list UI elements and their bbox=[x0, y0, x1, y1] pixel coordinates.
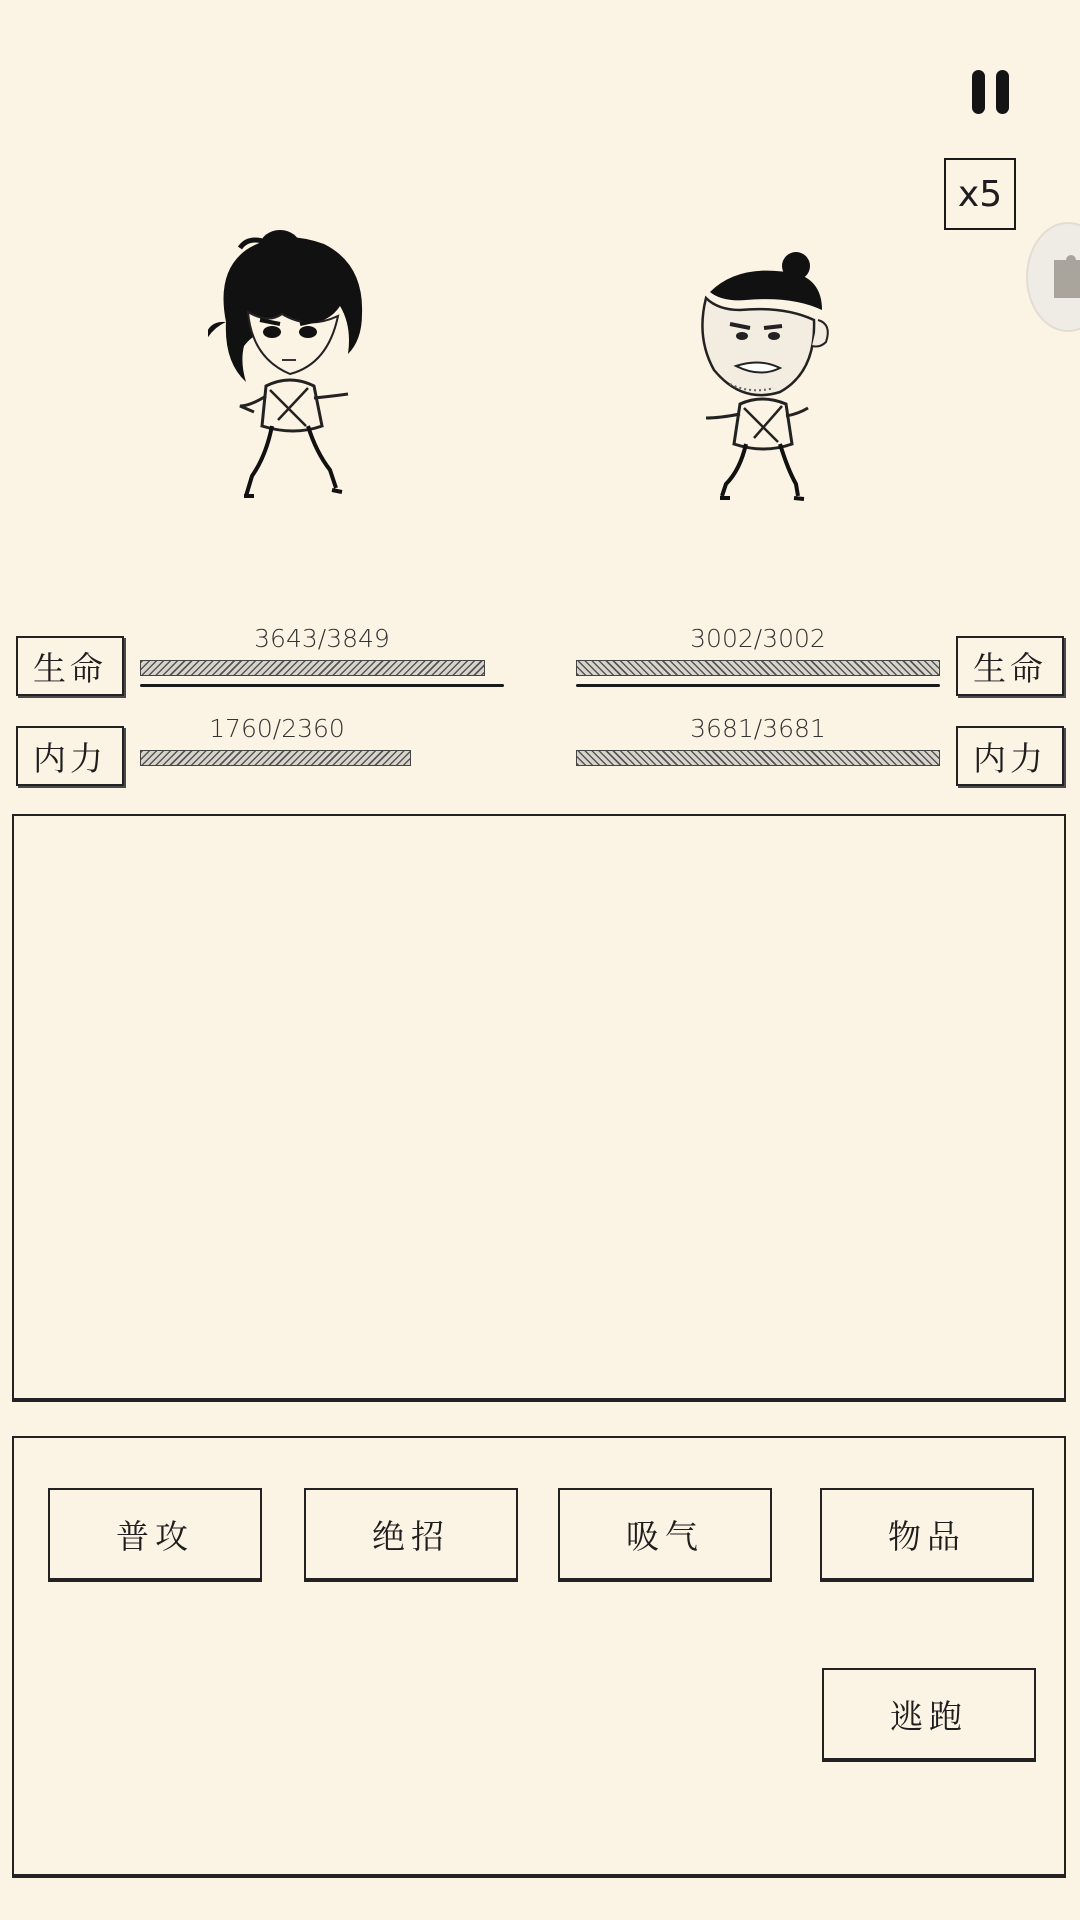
player-hp-value: 3643/3849 bbox=[254, 624, 390, 653]
enemy-character bbox=[690, 250, 850, 502]
enemy-mp-value: 3681/3681 bbox=[690, 714, 826, 743]
player-mp-fill bbox=[140, 750, 411, 766]
ultimate-button[interactable]: 绝招 bbox=[304, 1488, 518, 1582]
enemy-hp-fill bbox=[576, 660, 940, 676]
puzzle-icon bbox=[1050, 252, 1080, 302]
enemy-hp-bar bbox=[576, 660, 940, 676]
battle-log-panel bbox=[12, 814, 1066, 1402]
enemy-mp-label: 内力 bbox=[956, 726, 1064, 786]
player-hp-fill bbox=[140, 660, 485, 676]
player-hp-label: 生命 bbox=[16, 636, 124, 696]
player-mp-label: 内力 bbox=[16, 726, 124, 786]
enemy-hp-value: 3002/3002 bbox=[690, 624, 826, 653]
pause-icon bbox=[972, 70, 985, 114]
attack-button[interactable]: 普攻 bbox=[48, 1488, 262, 1582]
pause-button[interactable] bbox=[968, 70, 1014, 114]
side-tab-button[interactable] bbox=[1026, 222, 1080, 332]
enemy-mp-bar bbox=[576, 750, 940, 766]
enemy-hp-label: 生命 bbox=[956, 636, 1064, 696]
breathe-button[interactable]: 吸气 bbox=[558, 1488, 772, 1582]
player-mp-value: 1760/2360 bbox=[209, 714, 345, 743]
items-button[interactable]: 物品 bbox=[820, 1488, 1034, 1582]
player-character bbox=[208, 226, 408, 502]
flee-button[interactable]: 逃跑 bbox=[822, 1668, 1036, 1762]
speed-button[interactable]: x5 bbox=[944, 158, 1016, 230]
enemy-mp-fill bbox=[576, 750, 940, 766]
player-mp-bar bbox=[140, 750, 504, 766]
player-hp-bar bbox=[140, 660, 504, 676]
